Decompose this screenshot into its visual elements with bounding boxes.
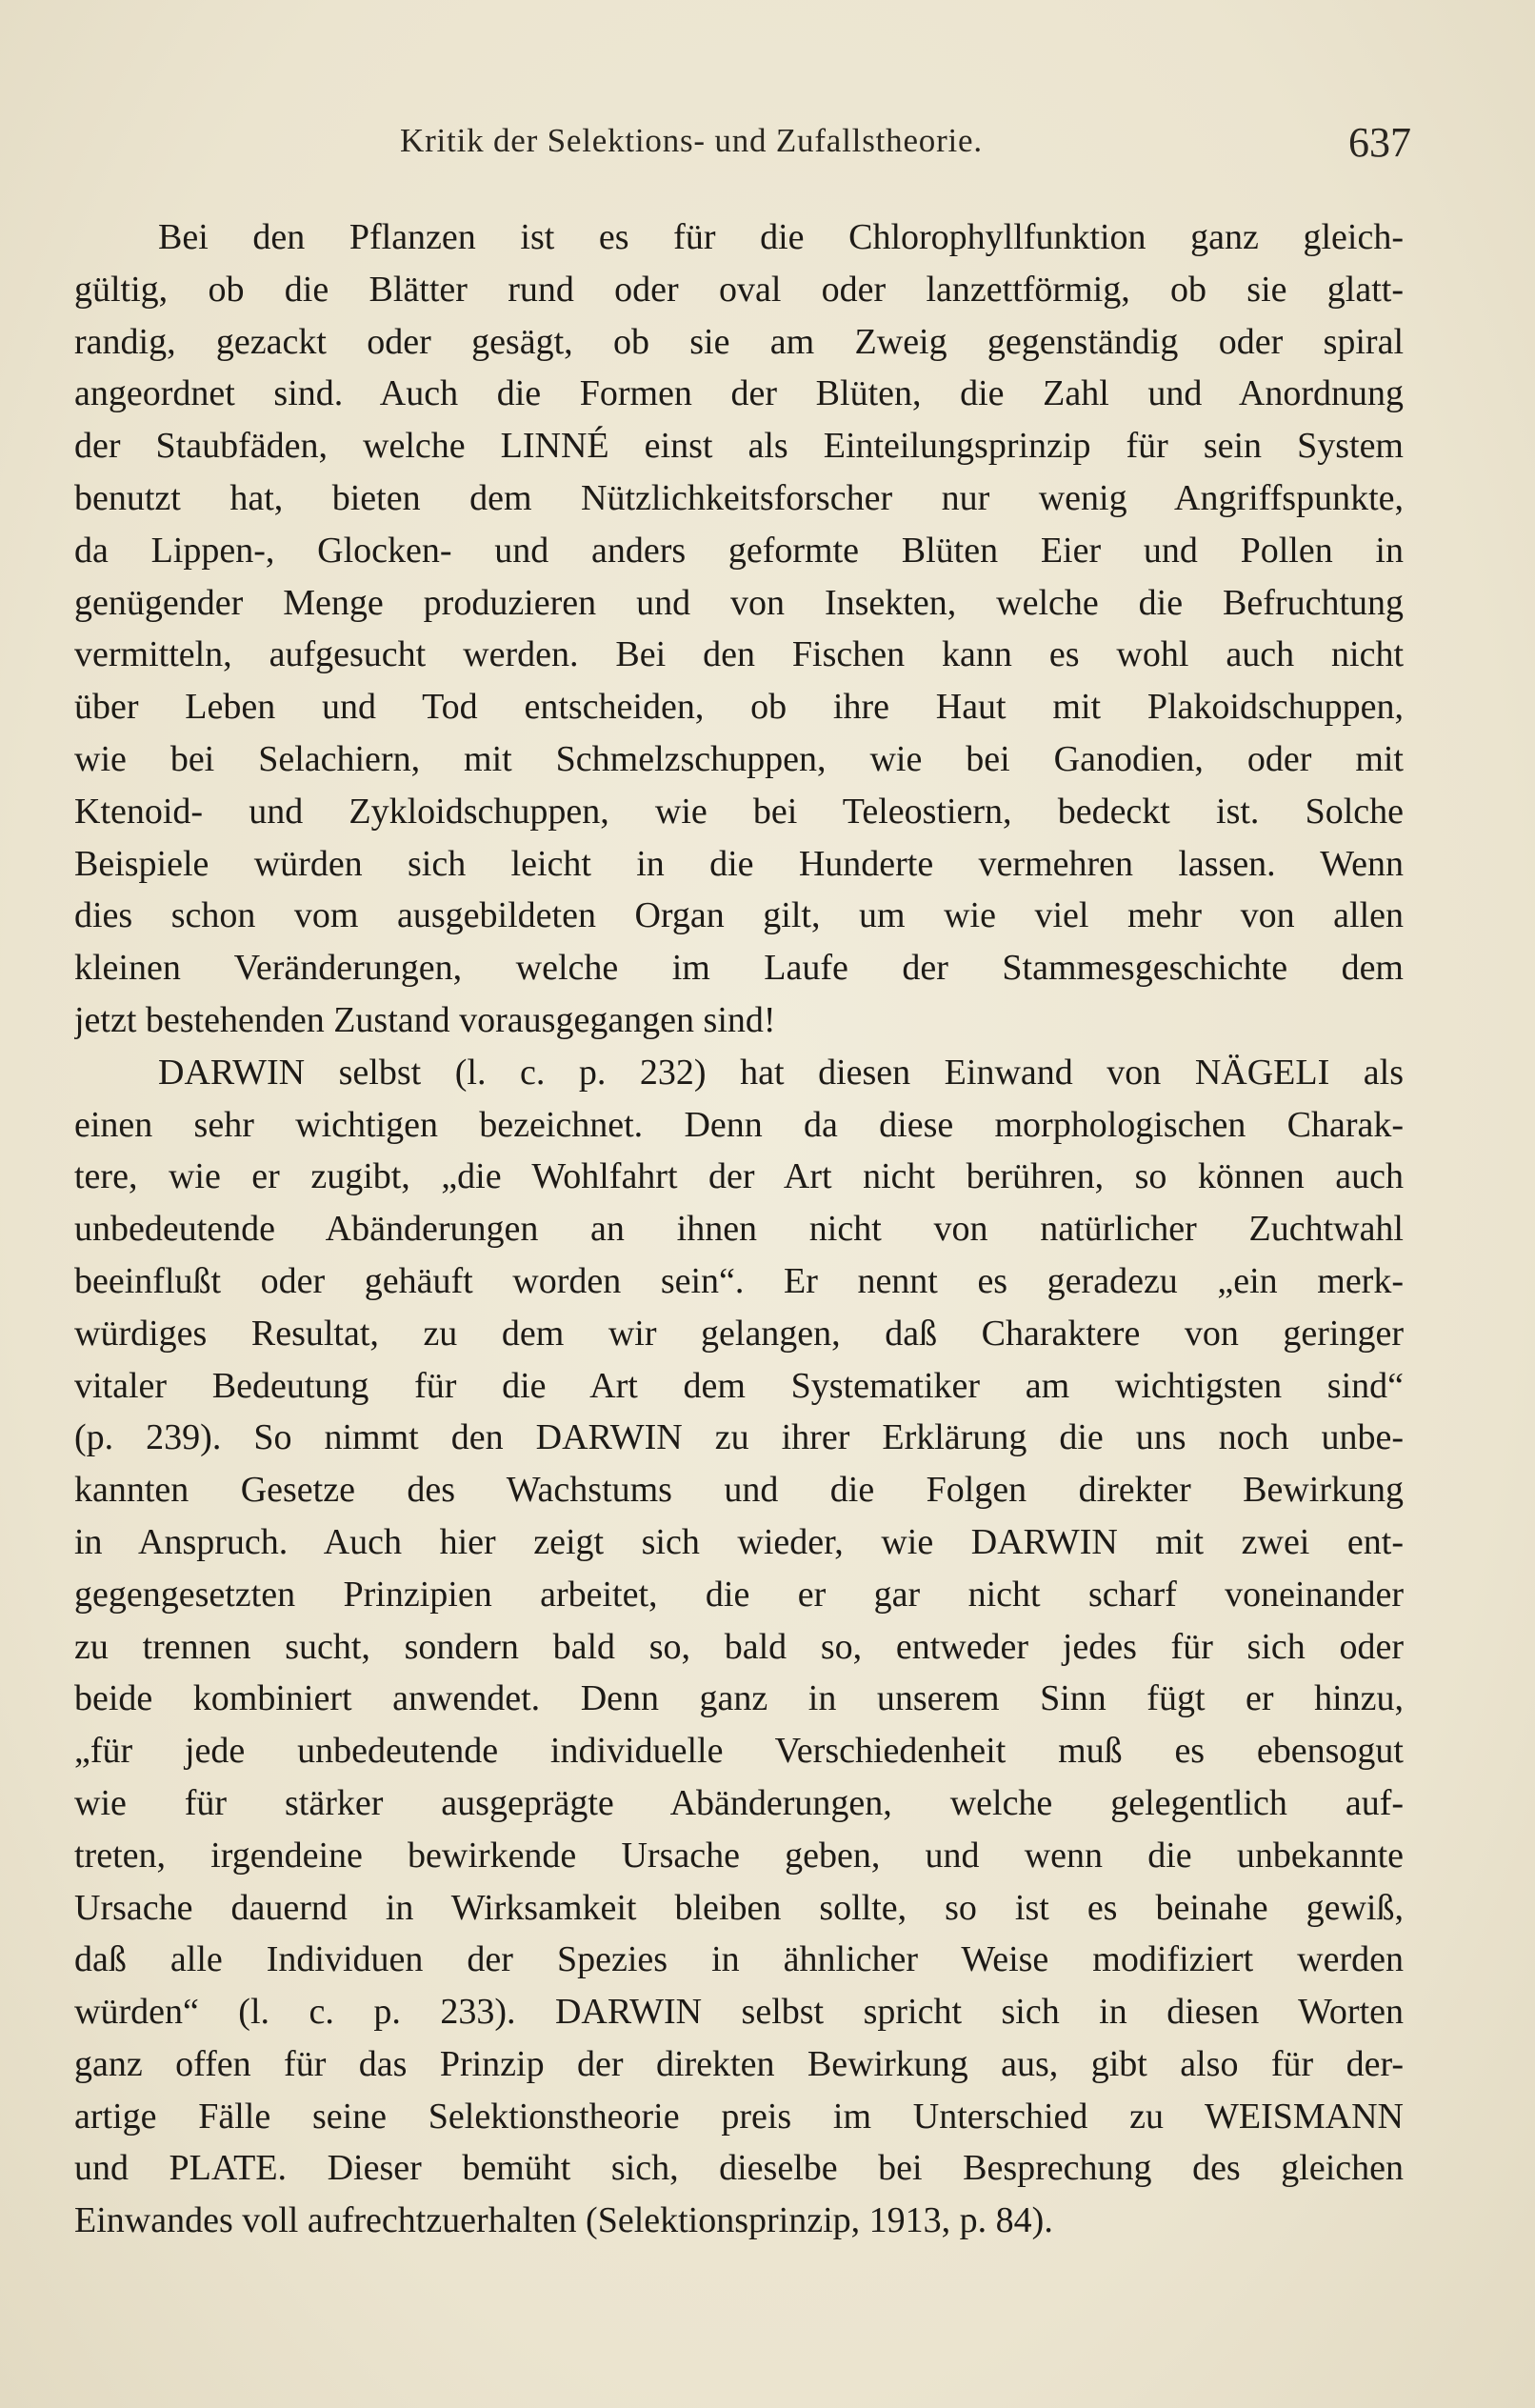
text-line: artige Fälle seine Selektionstheorie preis im Unterschied zu WEISMANN: [74, 2096, 1404, 2137]
text-line: Bei den Pflanzen ist es für die Chlorophyllfunktion ganz gleich-: [158, 217, 1404, 257]
running-title: Kritik der Selektions- und Zufallstheorie.: [400, 122, 983, 159]
body-text: [74, 211, 1404, 2247]
text-line: genügender Menge produzieren und von Insekten, welche die Befruchtung: [74, 582, 1404, 623]
text-line: randig, gezackt oder gesägt, ob sie am Zweig gegenständig oder spiral: [74, 321, 1404, 362]
paragraph-end-line: jetzt bestehenden Zustand vorausgegangen sind!: [74, 999, 776, 1040]
text-line: da Lippen-, Glocken- und anders geformte Blüten Eier und Pollen in: [74, 530, 1404, 571]
text-line: und PLATE. Dieser bemüht sich, dieselbe bei Besprechung des gleichen: [74, 2148, 1404, 2189]
text-line: Beispiele würden sich leicht in die Hunderte vermehren lassen. Wenn: [74, 843, 1404, 884]
text-line: Ktenoid- und Zykloidschuppen, wie bei Teleostiern, bedeckt ist. Solche: [74, 791, 1404, 832]
text-line: angeordnet sind. Auch die Formen der Blüten, die Zahl und Anordnung: [74, 373, 1404, 414]
running-head: [0, 118, 1535, 175]
text-line: vermitteln, aufgesucht werden. Bei den Fischen kann es wohl auch nicht: [74, 634, 1404, 675]
text-line: (p. 239). So nimmt den DARWIN zu ihrer Erklärung die uns noch unbe-: [74, 1417, 1404, 1458]
text-line: über Leben und Tod entscheiden, ob ihre Haut mit Plakoidschuppen,: [74, 687, 1404, 728]
text-line: kannten Gesetze des Wachstums und die Folgen direkter Bewirkung: [74, 1470, 1404, 1511]
text-line: der Staubfäden, welche LINNÉ einst als Einteilungsprinzip für sein System: [74, 426, 1404, 467]
text-line: DARWIN selbst (l. c. p. 232) hat diesen Einwand von NÄGELI als: [158, 1052, 1404, 1093]
text-line: zu trennen sucht, sondern bald so, bald so, entweder jedes für sich oder: [74, 1626, 1404, 1667]
text-line: beide kombiniert anwendet. Denn ganz in unserem Sinn fügt er hinzu,: [74, 1678, 1404, 1719]
text-line: daß alle Individuen der Spezies in ähnlicher Weise modifiziert werden: [74, 1939, 1404, 1980]
text-line: in Anspruch. Auch hier zeigt sich wieder, wie DARWIN mit zwei ent-: [74, 1521, 1404, 1562]
text-line: wie für stärker ausgeprägte Abänderungen, welche gelegentlich auf-: [74, 1782, 1404, 1823]
text-line: „für jede unbedeutende individuelle Verschiedenheit muß es ebensogut: [74, 1731, 1404, 1772]
text-line: würdiges Resultat, zu dem wir gelangen, daß Charaktere von geringer: [74, 1313, 1404, 1354]
text-line: würden“ (l. c. p. 233). DARWIN selbst spricht sich in diesen Worten: [74, 1992, 1404, 2033]
text-line: Ursache dauernd in Wirksamkeit bleiben sollte, so ist es beinahe gewiß,: [74, 1887, 1404, 1928]
text-line: treten, irgendeine bewirkende Ursache geben, und wenn die unbekannte: [74, 1835, 1404, 1876]
text-line: benutzt hat, bieten dem Nützlichkeitsforscher nur wenig Angriffspunkte,: [74, 477, 1404, 518]
text-line: wie bei Selachiern, mit Schmelzschuppen, wie bei Ganodien, oder mit: [74, 738, 1404, 779]
text-line: gegengesetzten Prinzipien arbeitet, die er gar nicht scharf voneinander: [74, 1574, 1404, 1615]
text-line: einen sehr wichtigen bezeichnet. Denn da diese morphologischen Charak-: [74, 1104, 1404, 1145]
text-line: gültig, ob die Blätter rund oder oval oder lanzettförmig, ob sie glatt-: [74, 269, 1404, 310]
text-line: beeinflußt oder gehäuft worden sein“. Er nennt es geradezu „ein merk-: [74, 1260, 1404, 1301]
text-line: unbedeutende Abänderungen an ihnen nicht von natürlicher Zuchtwahl: [74, 1209, 1404, 1250]
text-line: kleinen Veränderungen, welche im Laufe der Stammesgeschichte dem: [74, 948, 1404, 989]
text-line: vitaler Bedeutung für die Art dem Systematiker am wichtigsten sind“: [74, 1365, 1404, 1406]
text-line: ganz offen für das Prinzip der direkten Bewirkung aus, gibt also für der-: [74, 2043, 1404, 2084]
paragraph-end-line: Einwandes voll aufrechtzuerhalten (Selektionsprinzip, 1913, p. 84).: [74, 2200, 1053, 2241]
text-line: tere, wie er zugibt, „die Wohlfahrt der Art nicht berühren, so können auch: [74, 1156, 1404, 1197]
page-number: 637: [1348, 119, 1411, 166]
text-line: dies schon vom ausgebildeten Organ gilt, um wie viel mehr von allen: [74, 895, 1404, 936]
